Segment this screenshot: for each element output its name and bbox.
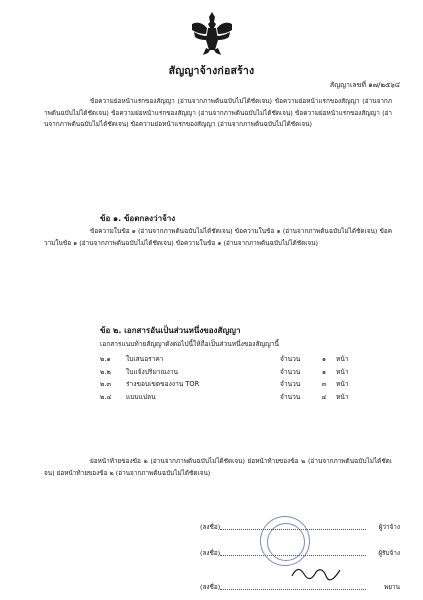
sign-label: (ลงชื่อ) bbox=[200, 583, 221, 591]
signature-dotted-line bbox=[220, 529, 366, 530]
annex-name: ร่างขอบเขตของงาน TOR bbox=[126, 380, 200, 388]
annex-unit: หน้า bbox=[336, 355, 349, 363]
signature-line-contractor bbox=[200, 546, 400, 560]
annex-count: ๑ bbox=[321, 367, 327, 376]
sign-label: (ลงชื่อ) bbox=[200, 523, 221, 531]
clause-2-heading: ข้อ ๒. เอกสารอันเป็นส่วนหนึ่งของสัญญา bbox=[100, 326, 241, 335]
sign-label: (ลงชื่อ) bbox=[200, 549, 221, 557]
clause-2-intro: เอกสารแนบท้ายสัญญาดังต่อไปนี้ให้ถือเป็นส่วนหนึ่งของสัญญานี้ bbox=[100, 340, 279, 348]
annex-name: ใบแจ้งปริมาณงาน bbox=[126, 367, 179, 376]
annex-count-label: จำนวน bbox=[280, 380, 301, 388]
signature-role: พยาน bbox=[384, 583, 400, 591]
signature-line-employer bbox=[200, 520, 400, 534]
intro-paragraph: ข้อความย่อหน้าแรกของสัญญา (อ่านจากภาพต้นฉบับไม่ได้ชัดเจน) ข้อความย่อหน้าแรกของสัญญา (อ่านจากภาพต้นฉบับไม่ได้ชัดเจน) ข้อความย่อหน้าแรกของสัญญา (อ่านจากภาพต้นฉบับไม่ได้ชัดเจน) ข้อความย่อหน้าแรกของสัญญา (อ่านจากภาพต้นฉบับไม่ได้ชัดเจน) ข้อความย่อหน้าแรกของสัญญา (อ่านจากภาพต้นฉบับไม่ได้ชัดเจน) bbox=[44, 97, 392, 129]
annex-unit: หน้า bbox=[336, 392, 349, 401]
signature-role: ผู้รับจ้าง bbox=[378, 549, 400, 557]
annex-number: ๒.๔ bbox=[100, 392, 112, 401]
signature-line-witness bbox=[200, 580, 400, 594]
annex-number: ๒.๑ bbox=[100, 355, 111, 363]
annex-count-label: จำนวน bbox=[280, 392, 301, 401]
closing-paragraph: ย่อหน้าท้ายของข้อ ๒ (อ่านจากภาพต้นฉบับไม่ได้ชัดเจน) ย่อหน้าท้ายของข้อ ๒ (อ่านจากภาพต้นฉบับไม่ได้ชัดเจน) ย่อหน้าท้ายของข้อ ๒ (อ่านจากภาพต้นฉบับไม่ได้ชัดเจน) bbox=[44, 457, 392, 477]
signature-role: ผู้ว่าจ้าง bbox=[378, 523, 400, 531]
document-title: สัญญาจ้างก่อสร้าง bbox=[168, 65, 255, 77]
clause-1-paragraph: ข้อความในข้อ ๑ (อ่านจากภาพต้นฉบับไม่ได้ชัดเจน) ข้อความในข้อ ๑ (อ่านจากภาพต้นฉบับไม่ได้ชัดเจน) ข้อความในข้อ ๑ (อ่านจากภาพต้นฉบับไม่ได้ชัดเจน) ข้อความในข้อ ๑ (อ่านจากภาพต้นฉบับไม่ได้ชัดเจน) bbox=[44, 227, 392, 247]
annex-count-label: จำนวน bbox=[280, 355, 301, 363]
annex-list bbox=[100, 353, 349, 403]
annex-name: แบบแปลน bbox=[126, 392, 156, 401]
contract-number: สัญญาเลขที่ ๑๗/๒๕๖๔ bbox=[329, 81, 400, 89]
garuda-emblem-icon bbox=[190, 10, 234, 56]
annex-number: ๒.๒ bbox=[100, 367, 111, 376]
signature-block bbox=[200, 520, 400, 598]
annex-row bbox=[100, 353, 349, 366]
annex-row bbox=[100, 391, 349, 404]
annex-row bbox=[100, 378, 349, 391]
annex-count: ๑ bbox=[321, 355, 327, 363]
signature-dotted-line bbox=[220, 555, 366, 556]
signature-dotted-line bbox=[220, 589, 366, 590]
annex-number: ๒.๓ bbox=[100, 380, 111, 388]
annex-unit: หน้า bbox=[336, 380, 349, 388]
annex-unit: หน้า bbox=[336, 367, 349, 376]
annex-count: ๓ bbox=[321, 380, 327, 388]
annex-count: ๔ bbox=[321, 392, 327, 401]
annex-row bbox=[100, 366, 349, 379]
annex-count-label: จำนวน bbox=[280, 367, 301, 376]
annex-name: ใบเสนอราคา bbox=[126, 355, 164, 363]
clause-1-heading: ข้อ ๑. ข้อตกลงว่าจ้าง bbox=[100, 214, 176, 223]
